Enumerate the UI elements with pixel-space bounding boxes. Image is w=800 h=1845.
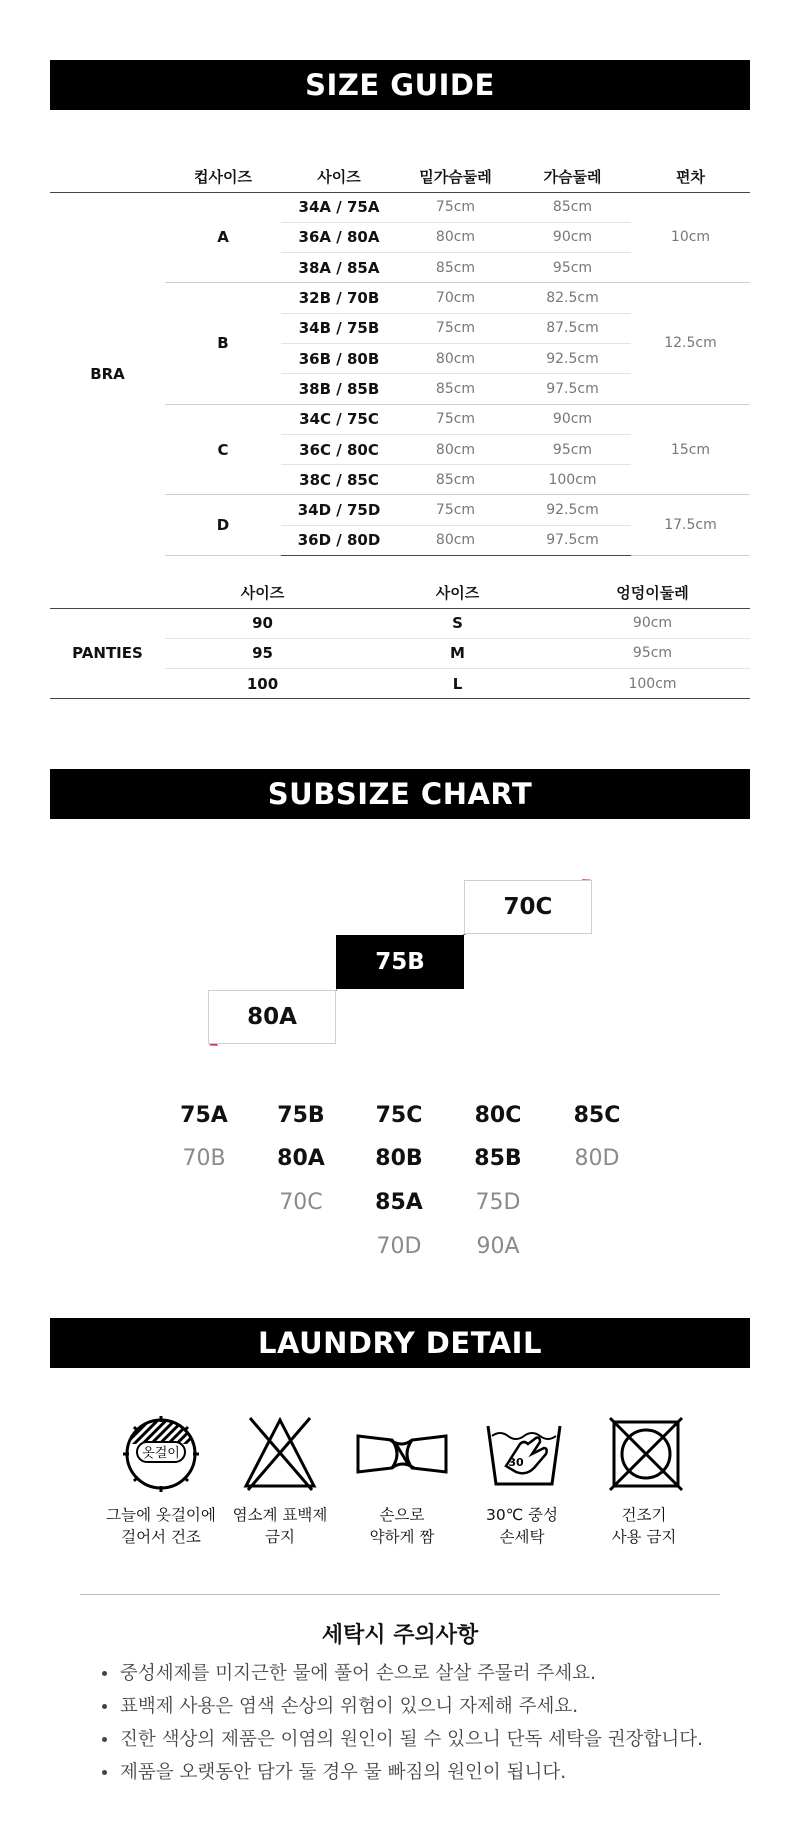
hand-wash-temp: 30 bbox=[508, 1456, 524, 1469]
laundry-label-hang-dry bbox=[96, 1504, 226, 1548]
subsize-chart-title: SUBSIZE CHART bbox=[267, 777, 533, 811]
underbust-cell: 70cm bbox=[397, 283, 514, 313]
no-tumble-dry-icon bbox=[596, 1414, 696, 1494]
cup-size-cell: C bbox=[165, 404, 281, 495]
laundry-label-gentle-wring bbox=[337, 1504, 467, 1548]
laundry-detail-title: LAUNDRY DETAIL bbox=[258, 1326, 542, 1360]
underbust-cell: 85cm bbox=[397, 253, 514, 283]
header-underbust: 밑가슴둘레 bbox=[397, 162, 514, 192]
subsize-cell: 85C bbox=[573, 1103, 621, 1128]
panties-table-body bbox=[50, 608, 750, 699]
subsize-center-label: 75B bbox=[375, 949, 425, 975]
subsize-down-label: 80A bbox=[247, 1004, 297, 1030]
size-cell: 36A / 80A bbox=[281, 222, 397, 252]
table-row bbox=[50, 192, 750, 222]
laundry-label-line: 약하게 짬 bbox=[369, 1528, 435, 1546]
bra-size-table bbox=[50, 162, 750, 556]
bust-cell: 90cm bbox=[514, 404, 631, 434]
panties-table-header bbox=[50, 578, 750, 608]
bra-table-body bbox=[50, 192, 750, 556]
deviation-cell: 12.5cm bbox=[631, 283, 750, 404]
no-bleach-icon bbox=[230, 1414, 330, 1494]
size-cell: 38A / 85A bbox=[281, 253, 397, 283]
header-bust: 가슴둘레 bbox=[514, 162, 631, 192]
laundry-label-line: 30℃ 중성 bbox=[485, 1506, 558, 1524]
laundry-label-no-bleach bbox=[215, 1504, 345, 1548]
size-cell: 36C / 80C bbox=[281, 434, 397, 464]
subsize-cell: 80B bbox=[375, 1146, 423, 1171]
subsize-up-label: 70C bbox=[503, 894, 553, 920]
subsize-cell: 70D bbox=[376, 1234, 422, 1259]
panty-size-letter-cell: M bbox=[360, 638, 555, 668]
deviation-cell: 17.5cm bbox=[631, 495, 750, 556]
caution-item: 제품을 오랫동안 담가 둘 경우 물 빠짐의 원인이 됩니다. bbox=[100, 1756, 740, 1789]
subsize-cell: 90A bbox=[476, 1234, 520, 1259]
laundry-label-line: 염소계 표백제 bbox=[232, 1506, 328, 1524]
size-cell: 34C / 75C bbox=[281, 404, 397, 434]
underbust-cell: 75cm bbox=[397, 404, 514, 434]
caution-item: 표백제 사용은 염색 손상의 위험이 있으니 자제해 주세요. bbox=[100, 1690, 740, 1723]
cup-size-cell: A bbox=[165, 192, 281, 283]
bust-cell: 87.5cm bbox=[514, 313, 631, 343]
gentle-wring-icon bbox=[352, 1414, 452, 1494]
hang-dry-icon bbox=[111, 1414, 211, 1494]
header-hip: 엉덩이둘레 bbox=[555, 578, 750, 608]
underbust-cell: 85cm bbox=[397, 465, 514, 495]
bust-cell: 82.5cm bbox=[514, 283, 631, 313]
bust-cell: 97.5cm bbox=[514, 525, 631, 555]
caution-item: 중성세제를 미지근한 물에 풀어 손으로 살살 주물러 주세요. bbox=[100, 1657, 740, 1690]
bust-cell: 92.5cm bbox=[514, 343, 631, 373]
subsize-chart-header bbox=[50, 769, 750, 819]
bra-category-label: BRA bbox=[90, 365, 125, 384]
cup-size-cell: D bbox=[165, 495, 281, 556]
caution-list bbox=[100, 1657, 740, 1789]
subsize-down-box bbox=[208, 990, 336, 1044]
bust-cell: 100cm bbox=[514, 465, 631, 495]
laundry-label-line: 걸어서 건조 bbox=[121, 1528, 201, 1546]
laundry-label-line: 그늘에 옷걸이에 bbox=[106, 1506, 216, 1524]
hip-cell: 100cm bbox=[555, 669, 750, 699]
subsize-cell: 70C bbox=[279, 1190, 323, 1215]
caution-item: 진한 색상의 제품은 이염의 원인이 될 수 있으니 단독 세탁을 권장합니다. bbox=[100, 1723, 740, 1756]
subsize-cell: 85A bbox=[375, 1190, 423, 1215]
laundry-label-line: 손세탁 bbox=[499, 1528, 545, 1546]
bust-cell: 85cm bbox=[514, 192, 631, 222]
laundry-label-line: 건조기 bbox=[621, 1506, 667, 1524]
underbust-cell: 75cm bbox=[397, 313, 514, 343]
size-cell: 36B / 80B bbox=[281, 343, 397, 373]
panty-size-letter-cell: L bbox=[360, 669, 555, 699]
subsize-cell: 80A bbox=[277, 1146, 325, 1171]
header-cup: 컵사이즈 bbox=[165, 162, 281, 192]
underbust-cell: 80cm bbox=[397, 343, 514, 373]
underbust-cell: 80cm bbox=[397, 222, 514, 252]
bust-cell: 97.5cm bbox=[514, 374, 631, 404]
underbust-cell: 75cm bbox=[397, 495, 514, 525]
subsize-cell: 75D bbox=[475, 1190, 521, 1215]
bust-cell: 95cm bbox=[514, 434, 631, 464]
subsize-up-box bbox=[464, 880, 592, 934]
header-deviation: 편차 bbox=[631, 162, 750, 192]
header-size: 사이즈 bbox=[281, 162, 397, 192]
caution-divider bbox=[80, 1594, 720, 1595]
size-cell: 32B / 70B bbox=[281, 283, 397, 313]
deviation-cell: 10cm bbox=[631, 192, 750, 283]
size-cell: 34D / 75D bbox=[281, 495, 397, 525]
panty-size-num-cell: 90 bbox=[165, 608, 360, 638]
size-guide-header bbox=[50, 60, 750, 110]
panty-size-letter-cell: S bbox=[360, 608, 555, 638]
caution-title: 세탁시 주의사항 bbox=[321, 1623, 479, 1648]
size-cell: 38C / 85C bbox=[281, 465, 397, 495]
size-guide-title: SIZE GUIDE bbox=[305, 68, 495, 102]
size-cell: 38B / 85B bbox=[281, 374, 397, 404]
bra-table-header bbox=[50, 162, 750, 192]
subsize-cell: 80C bbox=[474, 1103, 522, 1128]
table-row bbox=[50, 608, 750, 638]
panties-size-table bbox=[50, 578, 750, 699]
underbust-cell: 75cm bbox=[397, 192, 514, 222]
size-cell: 34A / 75A bbox=[281, 192, 397, 222]
hip-cell: 95cm bbox=[555, 638, 750, 668]
panties-category-label: PANTIES bbox=[50, 608, 165, 699]
underbust-cell: 80cm bbox=[397, 525, 514, 555]
deviation-cell: 15cm bbox=[631, 404, 750, 495]
size-cell: 36D / 80D bbox=[281, 525, 397, 555]
hip-cell: 90cm bbox=[555, 608, 750, 638]
subsize-cell: 75C bbox=[375, 1103, 423, 1128]
panty-size-num-cell: 95 bbox=[165, 638, 360, 668]
bust-cell: 95cm bbox=[514, 253, 631, 283]
laundry-label-line: 손으로 bbox=[379, 1506, 425, 1524]
underbust-cell: 85cm bbox=[397, 374, 514, 404]
header-panty-letter: 사이즈 bbox=[360, 578, 555, 608]
bust-cell: 92.5cm bbox=[514, 495, 631, 525]
subsize-cell: 80D bbox=[574, 1146, 620, 1171]
bust-cell: 90cm bbox=[514, 222, 631, 252]
hand-wash-icon bbox=[474, 1414, 574, 1494]
laundry-detail-header bbox=[50, 1318, 750, 1368]
laundry-label-no-tumble-dry bbox=[579, 1504, 709, 1548]
size-cell: 34B / 75B bbox=[281, 313, 397, 343]
header-panty-num: 사이즈 bbox=[165, 578, 360, 608]
laundry-label-line: 금지 bbox=[265, 1528, 295, 1546]
subsize-cell: 85B bbox=[474, 1146, 522, 1171]
subsize-cell: 75B bbox=[277, 1103, 325, 1128]
underbust-cell: 80cm bbox=[397, 434, 514, 464]
panty-size-num-cell: 100 bbox=[165, 669, 360, 699]
subsize-center-box bbox=[336, 935, 464, 989]
hanger-label: 옷걸이 bbox=[142, 1446, 180, 1461]
laundry-label-hand-wash bbox=[457, 1504, 587, 1548]
subsize-cell: 70B bbox=[182, 1146, 226, 1171]
cup-size-cell: B bbox=[165, 283, 281, 404]
laundry-label-line: 사용 금지 bbox=[611, 1528, 677, 1546]
subsize-cell: 75A bbox=[180, 1103, 228, 1128]
